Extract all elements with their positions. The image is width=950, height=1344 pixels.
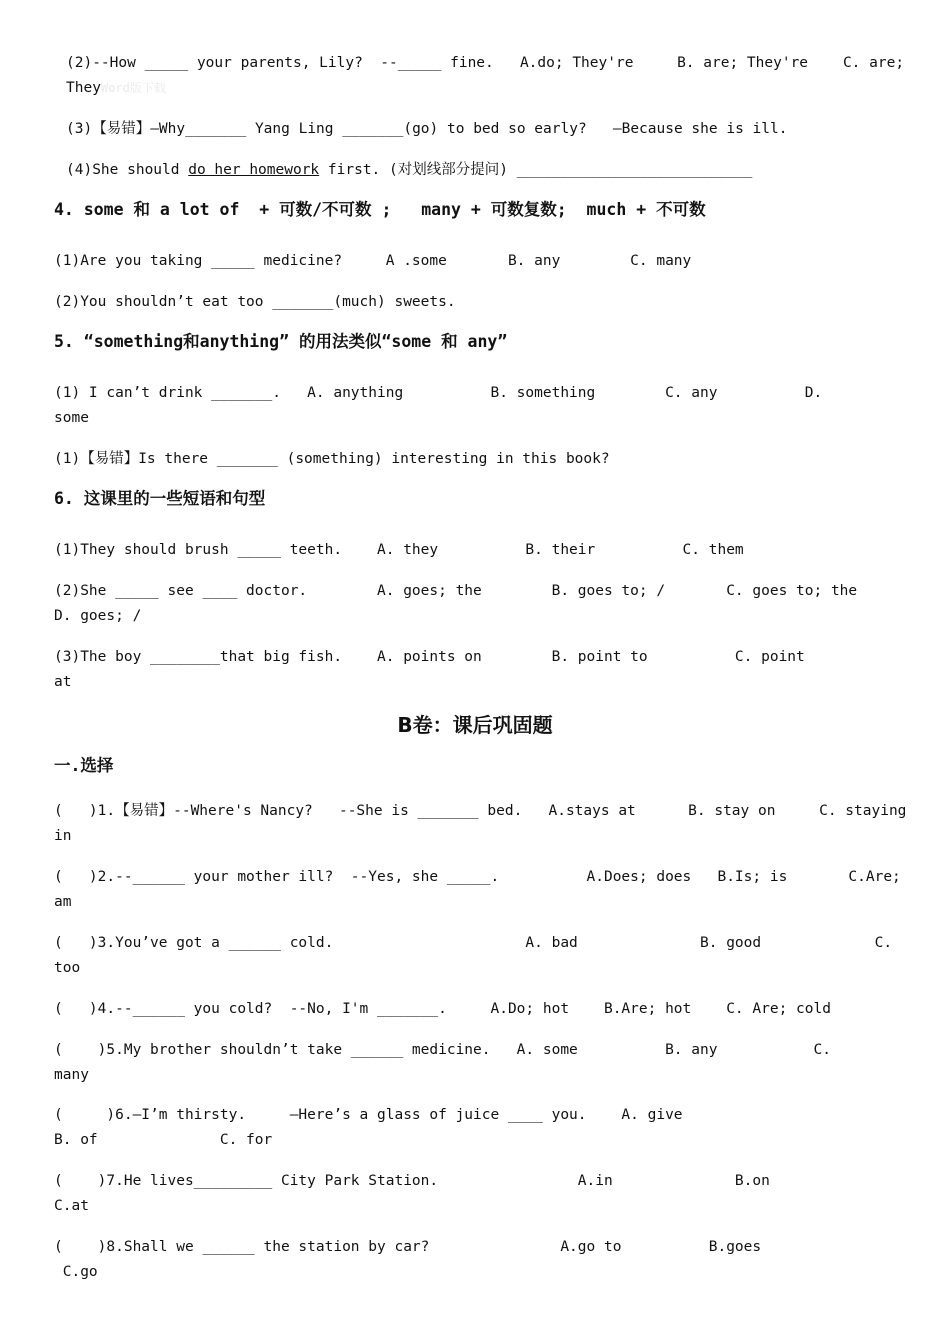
question-5-1-cont: some [54, 410, 89, 426]
question-6-1: (1)They should brush _____ teeth. A. they B. their C. them [54, 542, 744, 558]
question-6-3: (3)The boy ________that big fish. A. points on B. point to C. point [54, 649, 805, 665]
question-3-2: (2)--How _____ your parents, Lily? --_____ fine. A.do; They're B. are; They're C. are; [66, 55, 905, 71]
underlined-phrase: do her homework [188, 162, 320, 178]
choice-question-7-cont: C.at [54, 1198, 89, 1214]
choice-question-2-cont: am [54, 894, 72, 910]
question-3-4: (4)She should do her homework first. (对划线部分提问) ___________________________ [66, 162, 753, 178]
section-b-title: B卷：课后巩固题 [397, 713, 553, 737]
question-5-2: (1)【易错】Is there _______ (something) interesting in this book? [54, 451, 610, 467]
choice-question-3: ( )3.You’ve got a ______ cold. A. bad B. good C. [54, 935, 893, 951]
choice-question-7: ( )7.He lives_________ City Park Station. A.in B.on [54, 1173, 770, 1189]
choice-question-8-cont: C.go [54, 1264, 98, 1280]
question-6-3-cont: at [54, 674, 72, 690]
choice-question-8: ( )8.Shall we ______ the station by car? A.go to B.goes [54, 1239, 762, 1255]
question-3-2-cont: TheyWord版下载 [66, 80, 166, 96]
choice-question-2: ( )2.--______ your mother ill? --Yes, she _____. A.Does; does B.Is; is C.Are; [54, 869, 901, 885]
choice-question-1-cont: in [54, 828, 72, 844]
choice-question-6-cont: B. of C. for [54, 1132, 273, 1148]
heading-5: 5. “something和anything” 的用法类似“some 和 any” [54, 332, 508, 351]
choice-question-4: ( )4.--______ you cold? --No, I'm _______. A.Do; hot B.Are; hot C. Are; cold [54, 1001, 831, 1017]
heading-6: 6. 这课里的一些短语和句型 [54, 489, 266, 508]
choice-question-5: ( )5.My brother shouldn’t take ______ medicine. A. some B. any C. [54, 1042, 831, 1058]
heading-4: 4. some 和 a lot of + 可数/不可数 ; many + 可数复数; much + 不可数 [54, 200, 706, 219]
choice-question-5-cont: many [54, 1067, 89, 1083]
choice-question-3-cont: too [54, 960, 81, 976]
question-4-2: (2)You shouldn’t eat too _______(much) sweets. [54, 294, 456, 310]
choice-question-1: ( )1.【易错】--Where's Nancy? --She is _______ bed. A.stays at B. stay on C. staying [54, 803, 907, 819]
question-4-1: (1)Are you taking _____ medicine? A .some B. any C. many [54, 253, 692, 269]
choice-question-6: ( )6.—I’m thirsty. —Here’s a glass of juice ____ you. A. give [54, 1107, 683, 1123]
question-6-2-cont: D. goes; / [54, 608, 142, 624]
question-6-2: (2)She _____ see ____ doctor. A. goes; the B. goes to; / C. goes to; the [54, 583, 858, 599]
question-5-1: (1) I can’t drink _______. A. anything B. something C. any D. [54, 385, 823, 401]
section-b-subtitle: 一.选择 [54, 756, 114, 775]
question-3-3: (3)【易错】—Why_______ Yang Ling _______(go) to bed so early? —Because she is ill. [66, 121, 788, 137]
watermark-text: Word版下载 [100, 81, 166, 95]
